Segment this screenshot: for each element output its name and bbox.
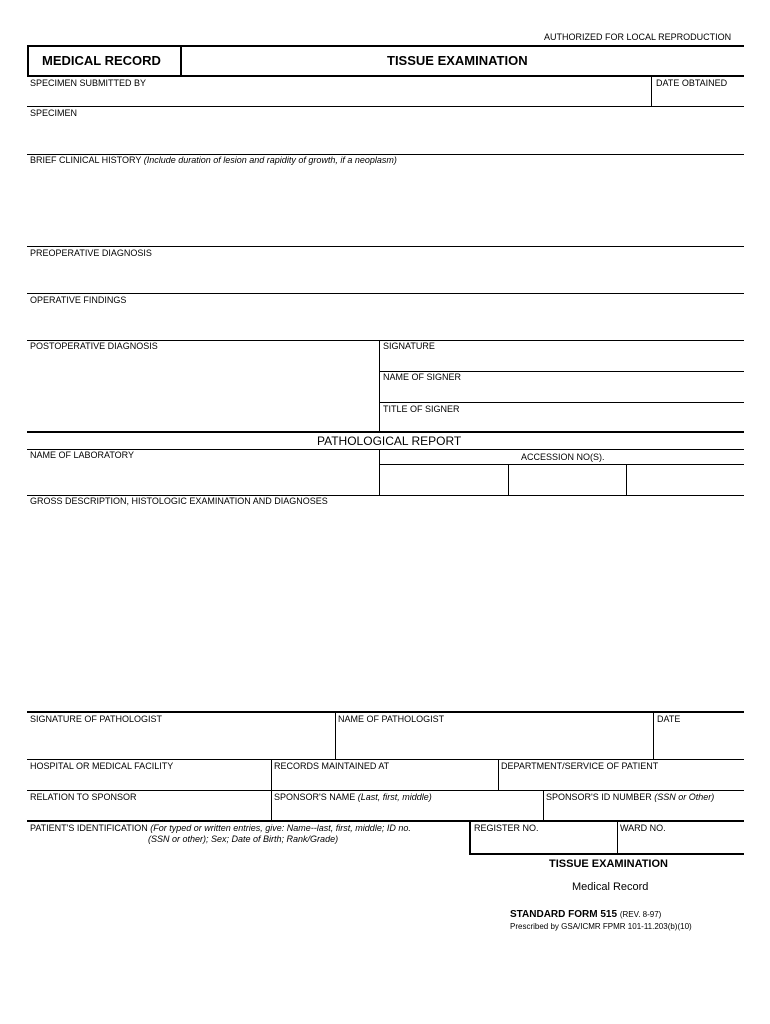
name-of-signer-field[interactable] [380, 384, 744, 401]
clinical-history-title: BRIEF CLINICAL HISTORY [30, 155, 142, 165]
header-left-border [27, 45, 29, 76]
operative-findings-field[interactable] [28, 307, 744, 339]
department-label: DEPARTMENT/SERVICE OF PATIENT [501, 761, 659, 771]
clinical-history-field[interactable] [28, 167, 744, 245]
ward-no-field[interactable] [618, 835, 744, 853]
sponsors-id-title: SPONSOR'S ID NUMBER [546, 792, 652, 802]
sponsors-name-title: SPONSOR'S NAME [274, 792, 356, 802]
standard-form-number: STANDARD FORM 515 [510, 909, 618, 920]
patient-identification-note-2: (SSN or other); Sex; Date of Birth; Rank/Grade) [148, 834, 339, 844]
sponsors-id-label [546, 792, 714, 803]
signature-label: SIGNATURE [383, 341, 435, 351]
clinical-history-label [30, 155, 397, 166]
register-no-field[interactable] [471, 835, 616, 853]
form-revision: (REV. 8-97) [619, 910, 662, 919]
pathological-report-title: PATHOLOGICAL REPORT [317, 434, 462, 448]
signature-of-pathologist-field[interactable] [28, 726, 334, 759]
prescribed-by: Prescribed by GSA/ICMR FPMR 101-11.203(b)(10) [510, 922, 692, 931]
department-field[interactable] [499, 773, 744, 789]
relation-to-sponsor-field[interactable] [28, 804, 270, 820]
name-of-pathologist-field[interactable] [336, 726, 652, 759]
row-divider [379, 402, 744, 403]
title-of-signer-label: TITLE OF SIGNER [383, 404, 460, 414]
accession-no-field-1[interactable] [380, 465, 507, 494]
relation-to-sponsor-label: RELATION TO SPONSOR [30, 792, 137, 802]
preoperative-diagnosis-field[interactable] [28, 260, 744, 292]
row-divider [27, 449, 744, 450]
gross-description-field[interactable] [28, 508, 744, 711]
row-divider [27, 759, 744, 760]
specimen-label: SPECIMEN [30, 108, 78, 118]
postoperative-diagnosis-label: POSTOPERATIVE DIAGNOSIS [30, 341, 158, 351]
form-title: TISSUE EXAMINATION [387, 53, 528, 68]
pathologist-date-label: DATE [657, 714, 681, 724]
patient-identification-label [30, 823, 411, 834]
specimen-submitted-by-label: SPECIMEN SUBMITTED BY [30, 78, 147, 88]
date-obtained-label: DATE OBTAINED [656, 78, 728, 88]
name-of-laboratory-label: NAME OF LABORATORY [30, 450, 135, 460]
patient-identification-title: PATIENT'S IDENTIFICATION [30, 823, 148, 833]
specimen-field[interactable] [28, 120, 744, 153]
records-maintained-at-field[interactable] [272, 773, 497, 789]
standard-form-line [510, 909, 661, 920]
date-obtained-field[interactable] [652, 90, 744, 106]
ward-no-label: WARD NO. [620, 823, 666, 833]
row-divider [27, 293, 744, 294]
name-of-pathologist-label: NAME OF PATHOLOGIST [338, 714, 445, 724]
accession-no-field-2[interactable] [509, 465, 625, 494]
hospital-field[interactable] [28, 773, 270, 789]
clinical-history-note: (Include duration of lesion and rapidity of growth, if a neoplasm) [143, 155, 397, 165]
accession-no-field-3[interactable] [627, 465, 744, 494]
name-of-signer-label: NAME OF SIGNER [383, 372, 462, 382]
gross-description-label: GROSS DESCRIPTION, HISTOLOGIC EXAMINATION AND DIAGNOSES [30, 496, 328, 506]
records-maintained-at-label: RECORDS MAINTAINED AT [274, 761, 390, 771]
patient-identification-note-line2 [148, 834, 338, 845]
footer-form-title: TISSUE EXAMINATION [549, 858, 668, 870]
section-divider [27, 711, 744, 713]
row-divider [27, 106, 744, 107]
section-divider [27, 820, 744, 822]
register-no-label: REGISTER NO. [474, 823, 539, 833]
operative-findings-label: OPERATIVE FINDINGS [30, 295, 127, 305]
row-divider [27, 246, 744, 247]
postoperative-diagnosis-field[interactable] [28, 353, 378, 431]
accession-nos-label: ACCESSION NO(S). [521, 452, 605, 462]
footer-subtitle: Medical Record [572, 881, 649, 893]
sponsors-name-field[interactable] [272, 804, 542, 820]
hospital-label: HOSPITAL OR MEDICAL FACILITY [30, 761, 174, 771]
header-divider [180, 45, 182, 76]
header-top-border [27, 45, 744, 47]
signature-of-pathologist-label: SIGNATURE OF PATHOLOGIST [30, 714, 163, 724]
medical-record-title: MEDICAL RECORD [42, 53, 161, 68]
authorized-reproduction-note: AUTHORIZED FOR LOCAL REPRODUCTION [544, 32, 732, 42]
sponsors-name-note: (Last, first, middle) [357, 792, 432, 802]
patient-identification-field[interactable] [28, 846, 468, 906]
sponsors-id-field[interactable] [544, 804, 744, 820]
specimen-submitted-by-field[interactable] [28, 90, 650, 106]
preoperative-diagnosis-label: PREOPERATIVE DIAGNOSIS [30, 248, 152, 258]
sponsors-id-note: (SSN or Other) [654, 792, 715, 802]
signature-field[interactable] [380, 353, 744, 370]
patient-identification-note: (For typed or written entries, give: Name--last, first, middle; ID no. [150, 823, 411, 833]
pathologist-date-field[interactable] [654, 726, 744, 759]
register-box-bottom [469, 853, 744, 855]
name-of-laboratory-field[interactable] [28, 462, 378, 494]
sponsors-name-label [274, 792, 432, 803]
section-divider [27, 431, 744, 433]
title-of-signer-field[interactable] [380, 416, 744, 431]
row-divider [27, 790, 744, 791]
header-bottom-border [27, 75, 744, 77]
